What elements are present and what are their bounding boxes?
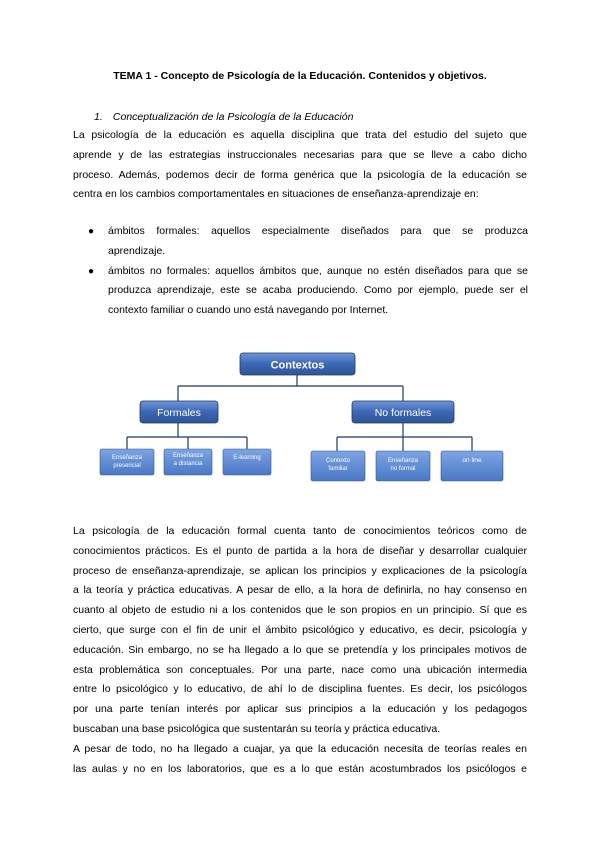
diagram-leaf-contexto-familiar: [311, 451, 365, 481]
leaf-label-line: a distancia: [173, 461, 203, 467]
document-title: TEMA 1 - Concepto de Psicología de la Educación. Contenidos y objetivos.: [113, 70, 487, 82]
diagram-branch-formales: [140, 401, 218, 423]
paragraph-line: las aulas y no en los laboratorios, que es a lo que están acostumbrados los psicólogos e: [73, 762, 527, 775]
paragraph-line: cuanto al objeto de estudio ni a los contenidos que le son propios en un principio. Sí que es: [73, 604, 527, 617]
contexts-diagram: [90, 345, 510, 495]
diagram-leaf-e-learning: [223, 449, 271, 475]
leaf-label-line: E-learning: [233, 455, 261, 461]
paragraph-line: conocimientos prácticos. Es el punto de partida a la hora de diseñar y desarrollar cualquier: [73, 544, 527, 557]
paragraph-line: La psicología de la educación formal cuenta tanto de conocimientos teóricos como de: [73, 525, 527, 537]
leaf-label-line: presencial: [113, 463, 141, 469]
leaf-label-line: Enseñanza: [387, 458, 419, 464]
leaf-label-line: familiar: [328, 466, 348, 472]
paragraph-line: esta problemática son conceptuales. Por una parte, nace como una ubicación intermedia: [73, 663, 527, 676]
section-heading: [94, 111, 353, 123]
section-number: 1.: [94, 111, 103, 123]
bullet-item: [88, 262, 528, 321]
paragraph-line: proceso. Además, podemos decir de forma genérica que la psicología de la educación se: [73, 168, 527, 181]
paragraph-line: aprende y de las estrategias instruccionales necesarias para que se lleve a cabo dicho: [73, 148, 527, 161]
bullet-line: contexto familiar o cuando uno está navegando por Internet.: [108, 304, 389, 317]
paragraph-line: a la teoría y práctica educativas. A pesar de ello, a la hora de definirla, no hay consenso en: [73, 584, 527, 597]
diagram-leaf-ensenanza-distancia: [164, 449, 212, 475]
diagram-leaf-on-line: [441, 451, 503, 481]
bullet-line: aprendizaje.: [108, 244, 166, 257]
bullet-dot-icon: ●: [88, 226, 95, 237]
branch-label: Formales: [157, 407, 201, 419]
bullet-line: ámbitos formales: aquellos especialmente diseñados para que se produzca: [108, 225, 528, 237]
leaf-label-line: Enseñanza: [172, 453, 204, 459]
paragraph-line: centra en los cambios comportamentales en situaciones de enseñanza-aprendizaje en:: [73, 188, 479, 201]
body-paragraph: [73, 522, 527, 779]
root-label: Contextos: [270, 359, 325, 372]
bullet-line: produzca aprendizaje, este se acaba produciendo. Como por ejemplo, puede ser el: [108, 284, 528, 297]
paragraph-line: por una parte tenían interés por aplicar sus principios a la educación y los pedagogos: [73, 703, 527, 716]
diagram-branch-no-formales: [352, 401, 454, 423]
paragraph-line: La psicología de la educación es aquella disciplina que trata del estudio del sujeto que: [73, 129, 527, 141]
diagram-leaf-ensenanza-presencial: [100, 449, 154, 475]
leaf-label-line: Contexto: [325, 458, 351, 464]
paragraph-line: cierto, que surge con el fin de unir el ámbito psicológico y educativo, es decir, psicología y: [73, 623, 527, 636]
leaf-label-line: Enseñanza: [111, 455, 143, 461]
diagram-leaf-ensenanza-no-formal: [376, 451, 430, 481]
intro-paragraph: [73, 126, 527, 205]
branch-label: No formales: [374, 407, 432, 419]
bullet-dot-icon: ●: [88, 265, 95, 277]
paragraph-line: A pesar de todo, no ha llegado a cuajar, ya que la educación necesita de teorías reales en: [73, 742, 527, 755]
bullet-list: [88, 222, 528, 321]
diagram-root-node: [240, 353, 355, 375]
leaf-label-line: no formal: [390, 466, 416, 472]
paragraph-line: entre lo psicológico y lo educativo, de ahí lo de disciplina fuentes. Es decir, los psicólogos: [73, 683, 527, 696]
paragraph-line: buscaban una base psicológica que sustentarán su teoría y práctica educativa.: [73, 722, 441, 735]
bullet-line: ámbitos no formales: aquellos ámbitos que, aunque no estén diseñados para que se: [108, 264, 528, 277]
bullet-item: [88, 222, 528, 262]
paragraph-line: educación. Sin embargo, no se ha llegado a lo que se pretendía y los principales motivos de: [73, 643, 527, 656]
section-title: Conceptualización de la Psicología de la Educación: [112, 111, 354, 123]
leaf-label-line: on line: [462, 457, 482, 464]
paragraph-line: proceso de enseñanza-aprendizaje, se aplican los principios y explicaciones de la psicología: [73, 564, 527, 577]
